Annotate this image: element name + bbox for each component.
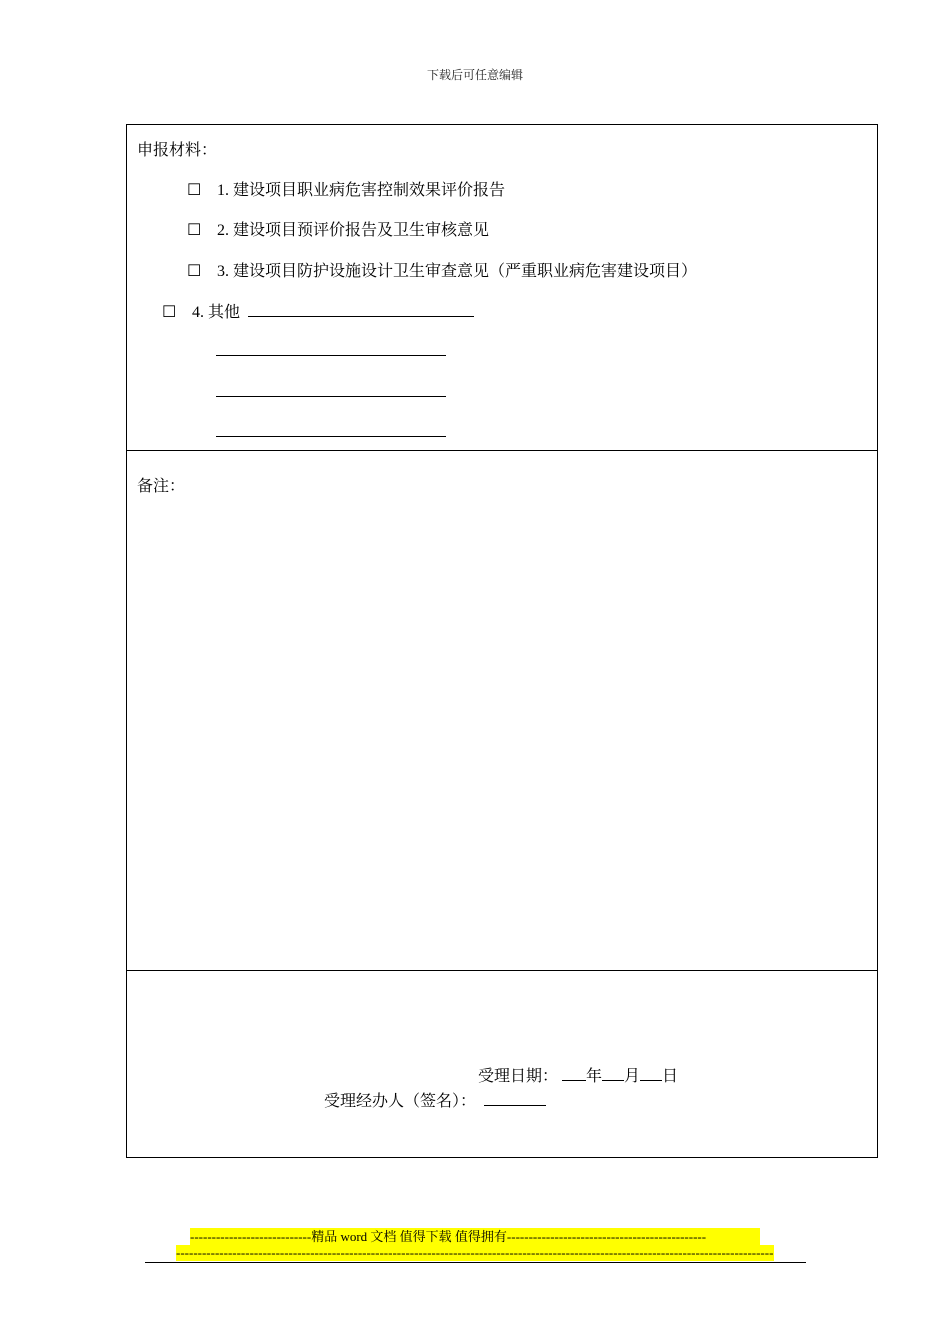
acceptance-section [127, 971, 877, 1157]
acceptance-date-row [478, 1063, 678, 1086]
material-item-3[interactable] [187, 258, 697, 281]
header-note: 下载后可任意编辑 [426, 68, 523, 82]
acceptance-date-label: 受理日期： [478, 1068, 559, 1085]
material-item-other[interactable] [162, 299, 474, 322]
material-item-2-label: 2. 建设项目预评价报告及卫生审核意见 [217, 222, 490, 239]
material-item-3-label: 3. 建设项目防护设施设计卫生审查意见（严重职业病危害建设项目） [217, 263, 698, 280]
year-fill-line[interactable] [562, 1066, 586, 1081]
material-item-2[interactable] [187, 217, 489, 240]
day-label: 日 [662, 1068, 679, 1085]
footer-rule [145, 1262, 806, 1263]
checkbox-icon[interactable]: ☐ [187, 263, 202, 280]
signature-fill-line[interactable] [484, 1091, 546, 1106]
other-blank-line-1[interactable] [216, 355, 446, 356]
checkbox-icon[interactable]: ☐ [187, 222, 202, 239]
material-item-1[interactable] [187, 177, 505, 200]
other-fill-line[interactable] [248, 302, 474, 317]
footer-banner-line-1: ----------------------------精品 word 文档 值得下载 值得拥有---------------------------------------------- [190, 1228, 760, 1245]
materials-section [127, 125, 877, 451]
other-blank-line-2[interactable] [216, 396, 446, 397]
remarks-label: 备注： [137, 478, 186, 495]
month-label: 月 [624, 1068, 641, 1085]
materials-label: 申报材料： [137, 142, 218, 159]
remarks-section[interactable] [127, 451, 877, 971]
month-fill-line[interactable] [602, 1066, 624, 1081]
handler-label: 受理经办人（签名）： [324, 1093, 477, 1110]
checkbox-icon[interactable]: ☐ [162, 304, 177, 321]
year-label: 年 [586, 1068, 603, 1085]
checkbox-icon[interactable]: ☐ [187, 182, 202, 199]
handler-signature-row [324, 1088, 546, 1111]
footer-banner-line-2: ------------------------------------------------------------------------------------------------------------------------------------------ [176, 1245, 774, 1260]
other-blank-line-3[interactable] [216, 436, 446, 437]
application-form-table [126, 124, 878, 1158]
material-item-1-label: 1. 建设项目职业病危害控制效果评价报告 [217, 182, 506, 199]
material-item-other-label: 4. 其他 [192, 304, 241, 321]
day-fill-line[interactable] [640, 1066, 662, 1081]
